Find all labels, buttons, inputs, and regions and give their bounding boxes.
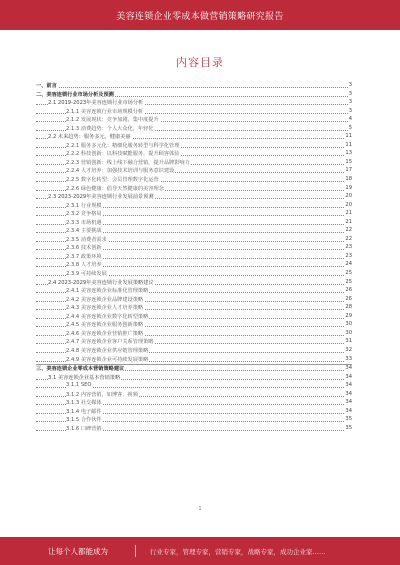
toc-entry-page: 20: [345, 193, 352, 200]
toc-entry-title: 2.4.1 美容连锁企业标准化管理策略: [66, 288, 149, 295]
toc-entry-title: 2.4.3 美容连锁企业人才培养策略: [66, 305, 144, 312]
toc-entry-page: 3: [348, 82, 352, 88]
toc-entry-page: 18: [345, 176, 352, 183]
toc-entry-title: 3.1.3 社交媒体: [66, 400, 102, 407]
toc-entry-title: 2.1.1 美容连锁行业市场规模分析: [66, 108, 144, 115]
toc-entry-title: 2.2.1 服务多元化：精细化服务转型与科学化管理: [66, 142, 180, 149]
toc-entry-page: 22: [345, 235, 352, 242]
toc-entry-page: 21: [345, 210, 352, 217]
toc-entry-title: 2.4.9 美容连锁企业可持续发展策略: [66, 356, 149, 363]
toc-entry[interactable]: [36, 91, 352, 100]
footer-divider: [135, 545, 136, 557]
toc-entry-title: 2.2.2 科技创新：以科技赋能服务，提升顾客体验: [66, 151, 180, 158]
toc-entry-page: 29: [345, 312, 352, 319]
report-title: 美容连锁企业零成本做营销策略研究报告: [116, 12, 284, 22]
toc-entry-page: 20: [345, 201, 352, 208]
toc-entry[interactable]: [36, 304, 352, 313]
toc-entry-title: 一、前言: [36, 83, 57, 89]
toc-entry-title: 2.2.3 营销创新：线上线下融合营销，提升品牌影响力: [66, 159, 190, 166]
toc-entry-title: 2.4.5 美容连锁企业服务创新策略: [66, 322, 144, 329]
toc-entry-page: 22: [345, 227, 352, 234]
toc-entry[interactable]: [36, 193, 352, 202]
toc-entry-page: 3: [348, 99, 352, 106]
toc-entry[interactable]: [36, 133, 352, 142]
toc-entry-page: 35: [345, 416, 352, 423]
toc-entry[interactable]: [36, 287, 352, 296]
toc-entry[interactable]: [36, 261, 352, 270]
page-number: 1: [198, 506, 202, 512]
toc-entry[interactable]: [36, 382, 352, 391]
toc-entry[interactable]: [36, 202, 352, 211]
toc-entry-page: 26: [345, 287, 352, 294]
toc-entry-page: 24: [345, 261, 352, 268]
toc-entry-title: 2.3 2023-2029年美容连锁行业发展前景预测: [48, 194, 154, 201]
toc-entry[interactable]: [36, 108, 352, 117]
toc-entry-page: 35: [345, 424, 352, 431]
toc-entry-page: 3: [348, 107, 352, 114]
toc-entry-page: 13: [345, 150, 352, 157]
toc-entry-title: 三、美容连锁企业零成本营销策略建议: [36, 366, 125, 373]
toc-entry[interactable]: [36, 399, 352, 408]
toc-entry-title: 3.1 美容连锁企业基本营销策略: [48, 374, 121, 381]
toc-entry-page: 34: [345, 373, 352, 380]
toc-entry-page: 28: [345, 304, 352, 311]
toc-entry-title: 2.3.8 人才培养: [66, 262, 102, 269]
toc-entry-page: 26: [345, 295, 352, 302]
toc-entry-page: 25: [345, 278, 352, 285]
toc-entry[interactable]: [36, 167, 352, 176]
toc-entry[interactable]: [36, 159, 352, 168]
toc-entry[interactable]: [36, 279, 352, 288]
toc-entry-title: 2.3.3 市场机遇: [66, 219, 102, 226]
toc-entry[interactable]: [36, 236, 352, 245]
toc-entry-title: 2.4 2023-2029年美容连锁行业发展策略建议: [48, 279, 154, 286]
toc-entry[interactable]: [36, 244, 352, 253]
toc-entry-title: 2.4.4 美容连锁企业数字化转型策略: [66, 313, 149, 320]
footer-slogan: 让每个人都能成为: [48, 547, 108, 556]
toc-entry-page: 3: [348, 90, 352, 97]
toc-entry-title: 2.2.4 人才培养：加强技术培训与服务意识建设: [66, 168, 175, 175]
toc-entry-title: 2.2.6 绿色健康：倡导天然健康的美容理念: [66, 185, 164, 192]
toc-entry-page: 34: [345, 399, 352, 406]
toc-entry-title: 3.1.2 内容营销，如博客、视频: [66, 391, 138, 398]
toc-entry-page: 30: [345, 329, 352, 336]
toc-entry-page: 31: [345, 338, 352, 345]
header-bar: [0, 0, 400, 30]
toc-entry-page: 34: [345, 390, 352, 397]
toc-entry-page: 33: [345, 355, 352, 362]
toc-entry[interactable]: [36, 321, 352, 330]
toc-entry[interactable]: [36, 356, 352, 366]
toc-entry-title: 2.4.6 美容连锁企业营销推广策略: [66, 330, 144, 337]
toc-entry-page: 21: [345, 218, 352, 225]
toc-entry[interactable]: [36, 338, 352, 347]
toc-entry-title: 2.1.3 消费趋势：个人大众化，年轻化: [66, 125, 154, 132]
toc-entry-page: 34: [345, 407, 352, 414]
toc-entry-title: 2.3.5 消费者需求: [66, 236, 107, 243]
toc-entry[interactable]: [36, 125, 352, 134]
toc-entry-title: 2.3.1 行业规模: [66, 202, 102, 209]
toc-entry-page: 15: [345, 158, 352, 165]
toc-entry[interactable]: [36, 425, 352, 434]
toc-entry-title: 2.3.9 可持续发展: [66, 271, 107, 278]
toc-entry-title: 2.3.6 技术创新: [66, 245, 102, 252]
toc-entry[interactable]: [36, 347, 352, 356]
toc-heading: 内容目录: [176, 56, 224, 69]
toc-entry-page: 11: [345, 133, 352, 140]
toc-entry-page: 5: [348, 124, 352, 131]
toc-entry-title: 2.3.2 竞争格局: [66, 211, 102, 218]
toc-entry-title: 2.2.5 数字化转型：会员管理数字化运营: [66, 177, 159, 184]
toc-entry-title: 3.1.1 SEO: [66, 382, 92, 389]
toc-entry[interactable]: [36, 185, 352, 194]
toc-entry[interactable]: [36, 374, 352, 383]
toc-entry-page: 32: [345, 346, 352, 353]
toc-entry[interactable]: [36, 270, 352, 279]
toc-entry-title: 3.1.6 口碑营销: [66, 425, 102, 432]
toc-entry-title: 2.2 未来趋势：服务多元，健康美丽: [48, 134, 131, 141]
toc-entry[interactable]: [36, 253, 352, 262]
toc-entry-page: 11: [345, 141, 352, 148]
toc-entry[interactable]: [36, 142, 352, 151]
toc-entry[interactable]: [36, 116, 352, 125]
toc-entry-title: 2.3.4 主要挑战: [66, 228, 102, 235]
toc-entry-title: 2.1 2019-2023年美容连锁行业市场分析: [48, 100, 144, 107]
toc-entry-page: 23: [345, 252, 352, 259]
toc-entry-page: 30: [345, 321, 352, 328]
toc-entry[interactable]: [36, 176, 352, 185]
toc-entry[interactable]: [36, 227, 352, 236]
toc-entry-page: 17: [345, 167, 352, 174]
toc-entry[interactable]: [36, 210, 352, 219]
toc-entry[interactable]: [36, 416, 352, 425]
footer-tagline: 行业专家，管理专家，营销专家，战略专家，成功企业家……: [150, 548, 326, 556]
footer-bar: [0, 537, 400, 565]
toc-entry-title: 二、美容连锁行业市场分析及预测: [36, 91, 114, 98]
toc-entry[interactable]: [36, 408, 352, 417]
toc-entry[interactable]: [36, 330, 352, 339]
toc-entry[interactable]: [36, 219, 352, 228]
toc-entry-page: 23: [345, 244, 352, 251]
toc-entry-title: 2.4.7 美容连锁企业客户关系管理策略: [66, 339, 154, 346]
toc-entry[interactable]: [36, 82, 352, 91]
toc-entry-title: 2.3.7 政策环境: [66, 253, 102, 260]
toc-entry[interactable]: [36, 99, 352, 108]
toc-entry-page: 4: [348, 116, 352, 123]
dot-leader: [36, 87, 352, 88]
toc-entry-page: 34: [345, 365, 352, 372]
toc-entry-page: 25: [345, 270, 352, 277]
toc-entry-title: 2.4.8 美容连锁企业供应链管理策略: [66, 347, 149, 354]
toc-entry-title: 3.1.5 合作伙伴: [66, 417, 102, 424]
toc-entry[interactable]: [36, 391, 352, 400]
toc-entry[interactable]: [36, 365, 352, 374]
toc-entry[interactable]: [36, 313, 352, 322]
toc-entry-title: 2.1.2 发展现状：竞争加剧，集中度提升: [66, 117, 159, 124]
toc-entry-title: 2.4.2 美容连锁企业品牌建设策略: [66, 296, 144, 303]
toc-entry-page: 34: [345, 382, 352, 389]
toc-entry-page: 19: [345, 184, 352, 191]
toc-entry[interactable]: [36, 296, 352, 305]
toc-entry-title: 3.1.4 电子邮件: [66, 408, 102, 415]
toc-entry[interactable]: [36, 150, 352, 159]
table-of-contents: [36, 82, 352, 433]
